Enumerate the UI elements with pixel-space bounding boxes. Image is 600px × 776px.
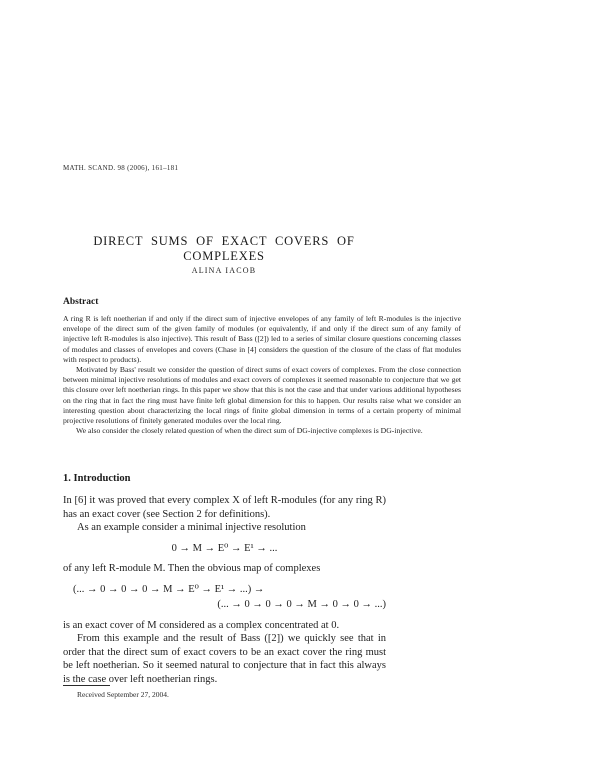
abstract-paragraph-3: We also consider the closely related question of when the direct sum of DG-injective complexes is DG-injective. [76,426,423,436]
intro-paragraph-conjecture: From this example and the result of Bass ([2]) we quickly see that in order that the direct sum of exact covers to be an exact cover the ring must be left noetherian. So it seemed natural to conjecture that in fact this always is the case over left noetherian rings. [63,633,386,685]
abstract-section [63,297,461,436]
display-formula-complex-map-line-2: (... → 0 → 0 → 0 → M → 0 → 0 → ...) [217,599,386,610]
received-date: Received September 27, 2004. [77,690,169,699]
abstract-paragraph-1: A ring R is left noetherian if and only if the direct sum of injective envelopes of any family of left R-modules is the injective envelope of the direct sum of the given family of modules (or equivalently, if and only if the direct sum of any family of injective left R-modules is also injective). This result of Bass ([2]) led to a series of similar closure questions concerning classes of modules and classes of envelopes and covers (Chase in [4] considers the question of the closure of the class of flat modules with respect to products). [63,314,461,364]
intro-paragraph-opening: In [6] it was proved that every complex X of left R-modules (for any ring R) has an exact cover (see Section 2 for definitions). [63,495,386,520]
introduction-section [63,473,386,686]
abstract-heading: Abstract [63,297,99,307]
intro-paragraph-map-lead: of any left R-module M. Then the obvious map of complexes [63,563,321,574]
intro-paragraph-exact-cover: is an exact cover of M considered as a complex concentrated at 0. [63,619,340,631]
footnote-divider [63,685,110,686]
display-formula-complex-map-line-1: (... → 0 → 0 → 0 → M → E⁰ → E¹ → ...) → [73,583,265,595]
display-formula-injective-resolution: 0 → M → E⁰ → E¹ → ... [171,542,278,554]
journal-running-header: MATH. SCAND. 98 (2006), 161–181 [63,164,179,172]
footnote [63,685,385,699]
abstract-paragraph-2: Motivated by Bass' result we consider the question of direct sums of exact covers of complexes. From the close connection between minimal injective resolutions of modules and exact covers of complexes it seemed reasonable to conjecture that we get this closure over left noetherian rings. In this paper we show that this is not the case and that under various additional hypotheses on the ring that in fact the ring must have finite left global dimension for this to happen. Our results raise what we consider an interesting question about characterizing the local rings of finite global dimension in terms of a certain property of minimal projective resolutions of finitely generated modules over the local ring. [63,365,461,426]
intro-paragraph-example-lead: As an example consider a minimal injective resolution [77,522,306,533]
author-name: ALINA IACOB [191,266,257,275]
paper-title: DIRECT SUMS OF EXACT COVERS OF COMPLEXES [93,234,355,263]
introduction-heading: 1. Introduction [63,473,131,484]
